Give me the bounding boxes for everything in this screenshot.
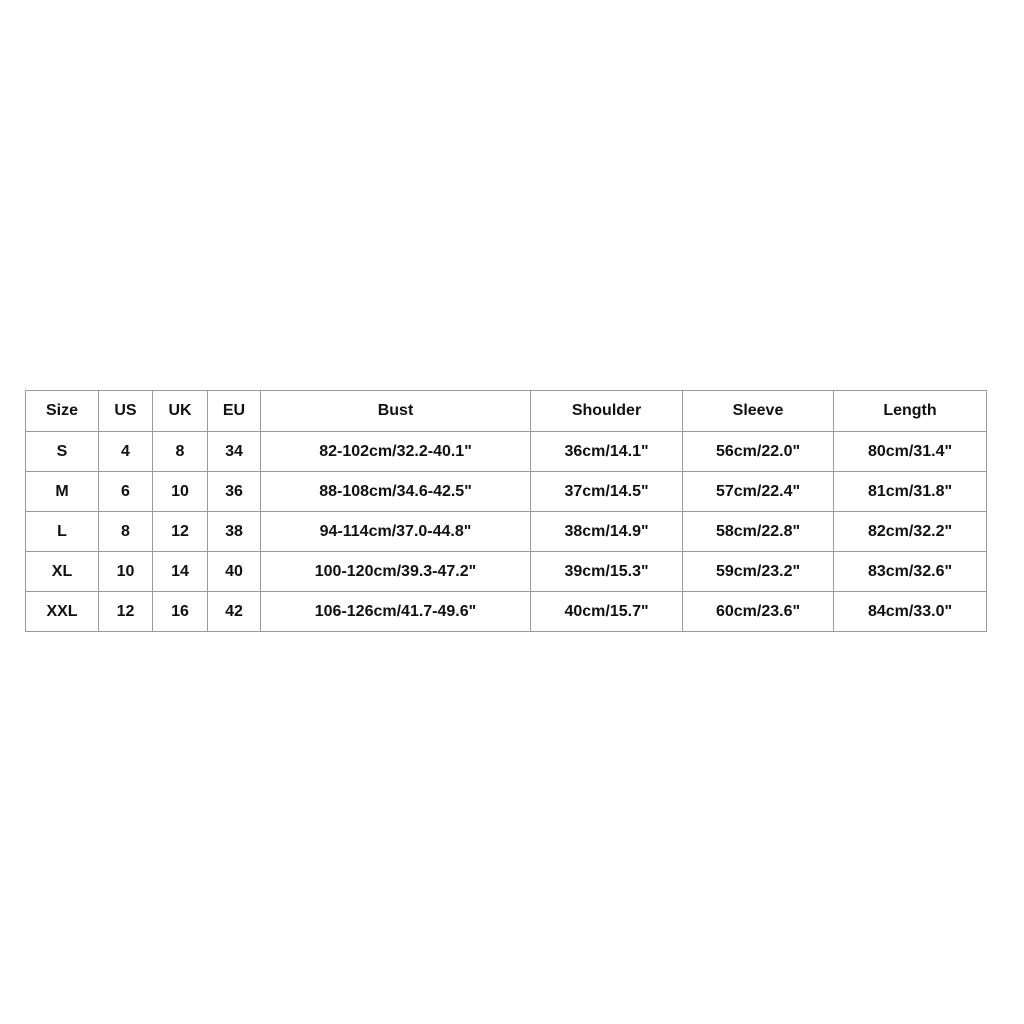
cell-uk: 14 (153, 552, 208, 592)
cell-uk: 8 (153, 432, 208, 472)
header-uk: UK (153, 391, 208, 432)
cell-eu: 38 (208, 512, 261, 552)
cell-uk: 12 (153, 512, 208, 552)
cell-eu: 36 (208, 472, 261, 512)
cell-shoulder: 38cm/14.9" (531, 512, 683, 552)
header-eu: EU (208, 391, 261, 432)
cell-shoulder: 39cm/15.3" (531, 552, 683, 592)
cell-length: 83cm/32.6" (834, 552, 987, 592)
cell-shoulder: 37cm/14.5" (531, 472, 683, 512)
header-us: US (99, 391, 153, 432)
cell-bust: 88-108cm/34.6-42.5" (261, 472, 531, 512)
cell-length: 81cm/31.8" (834, 472, 987, 512)
cell-length: 80cm/31.4" (834, 432, 987, 472)
cell-eu: 42 (208, 592, 261, 632)
table-row (26, 472, 987, 512)
cell-uk: 16 (153, 592, 208, 632)
header-shoulder: Shoulder (531, 391, 683, 432)
cell-sleeve: 56cm/22.0" (683, 432, 834, 472)
cell-size: XXL (26, 592, 99, 632)
cell-bust: 82-102cm/32.2-40.1" (261, 432, 531, 472)
cell-us: 12 (99, 592, 153, 632)
table-header-row (26, 391, 987, 432)
cell-us: 8 (99, 512, 153, 552)
cell-sleeve: 60cm/23.6" (683, 592, 834, 632)
cell-sleeve: 58cm/22.8" (683, 512, 834, 552)
cell-eu: 40 (208, 552, 261, 592)
table-row (26, 592, 987, 632)
cell-size: XL (26, 552, 99, 592)
cell-uk: 10 (153, 472, 208, 512)
cell-size: S (26, 432, 99, 472)
cell-length: 84cm/33.0" (834, 592, 987, 632)
cell-shoulder: 36cm/14.1" (531, 432, 683, 472)
cell-bust: 94-114cm/37.0-44.8" (261, 512, 531, 552)
cell-length: 82cm/32.2" (834, 512, 987, 552)
header-length: Length (834, 391, 987, 432)
cell-sleeve: 57cm/22.4" (683, 472, 834, 512)
cell-us: 10 (99, 552, 153, 592)
cell-shoulder: 40cm/15.7" (531, 592, 683, 632)
cell-eu: 34 (208, 432, 261, 472)
cell-bust: 100-120cm/39.3-47.2" (261, 552, 531, 592)
header-size: Size (26, 391, 99, 432)
table-row (26, 552, 987, 592)
cell-bust: 106-126cm/41.7-49.6" (261, 592, 531, 632)
header-bust: Bust (261, 391, 531, 432)
cell-us: 6 (99, 472, 153, 512)
header-sleeve: Sleeve (683, 391, 834, 432)
cell-size: M (26, 472, 99, 512)
cell-size: L (26, 512, 99, 552)
cell-sleeve: 59cm/23.2" (683, 552, 834, 592)
table-row (26, 512, 987, 552)
cell-us: 4 (99, 432, 153, 472)
table-row (26, 432, 987, 472)
size-chart-table (25, 390, 987, 632)
